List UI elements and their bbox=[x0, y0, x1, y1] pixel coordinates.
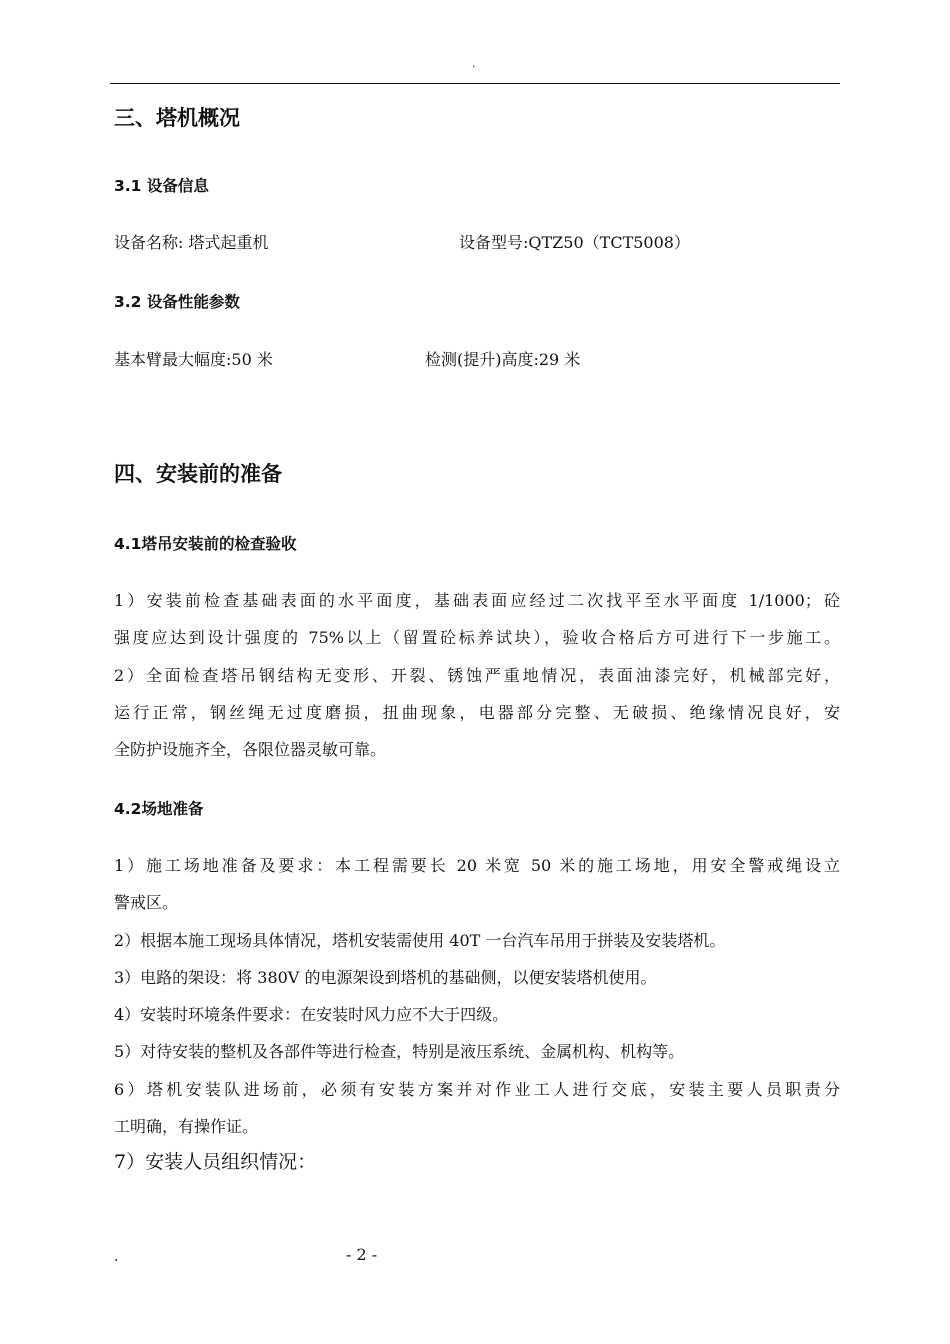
paragraph-line: 2）根据本施工现场具体情况，塔机安装需使用 40T 一台汽车吊用于拼装及安装塔机。 bbox=[114, 931, 726, 950]
item-7-heading: 7）安装人员组织情况： bbox=[114, 1151, 317, 1173]
paragraph-line: 5）对待安装的整机及各部件等进行检查，特别是液压系统、金属机构、机构等。 bbox=[114, 1042, 685, 1061]
subsection-3-2-title: 3.2 设备性能参数 bbox=[114, 293, 240, 311]
header-rule bbox=[110, 83, 840, 84]
page-number: - 2 - bbox=[346, 1245, 378, 1264]
paragraph-line: 强度应达到设计强度的 75%以上（留置砼标养试块），验收合格后方可进行下一步施工。 bbox=[114, 628, 840, 647]
paragraph-line: 1）施工场地准备及要求：本工程需要长 20 米宽 50 米的施工场地，用安全警戒绳设立 bbox=[114, 856, 840, 875]
paragraph-line: 4）安装时环境条件要求：在安装时风力应不大于四级。 bbox=[114, 1005, 509, 1024]
footer-dot: . bbox=[114, 1249, 119, 1265]
equipment-model-field: 设备型号:QTZ50（TCT5008） bbox=[459, 233, 690, 252]
lift-height-field: 检测(提升)高度:29 米 bbox=[425, 350, 581, 369]
subsection-4-2-title: 4.2场地准备 bbox=[114, 800, 204, 818]
paragraph-line: 运行正常，钢丝绳无过度磨损，扭曲现象，电器部分完整、无破损、绝缘情况良好，安 bbox=[114, 703, 840, 722]
section-3-title: 三、塔机概况 bbox=[114, 106, 240, 130]
paragraph-line: 3）电路的架设：将 380V 的电源架设到塔机的基础侧，以便安装塔机使用。 bbox=[114, 968, 657, 987]
equipment-name-field: 设备名称: 塔式起重机 bbox=[114, 233, 269, 252]
paragraph-line: 2）全面检查塔吊钢结构无变形、开裂、锈蚀严重地情况，表面油漆完好，机械部完好， bbox=[114, 666, 840, 685]
subsection-4-1-title: 4.1塔吊安装前的检查验收 bbox=[114, 535, 297, 553]
subsection-3-1-title: 3.1 设备信息 bbox=[114, 177, 209, 195]
boom-range-field: 基本臂最大幅度:50 米 bbox=[114, 350, 273, 369]
paragraph-line: 1）安装前检查基础表面的水平面度，基础表面应经过二次找平至水平面度 1/1000；砼 bbox=[114, 591, 840, 610]
section-4-title: 四、安装前的准备 bbox=[114, 462, 282, 486]
paragraph-line: 全防护设施齐全，各限位器灵敏可靠。 bbox=[114, 740, 387, 759]
paragraph-line: 警戒区。 bbox=[114, 893, 179, 912]
header-dot: . bbox=[472, 57, 476, 70]
paragraph-line: 工明确，有操作证。 bbox=[114, 1117, 259, 1136]
paragraph-line: 6）塔机安装队进场前，必须有安装方案并对作业工人进行交底，安装主要人员职责分 bbox=[114, 1080, 840, 1099]
